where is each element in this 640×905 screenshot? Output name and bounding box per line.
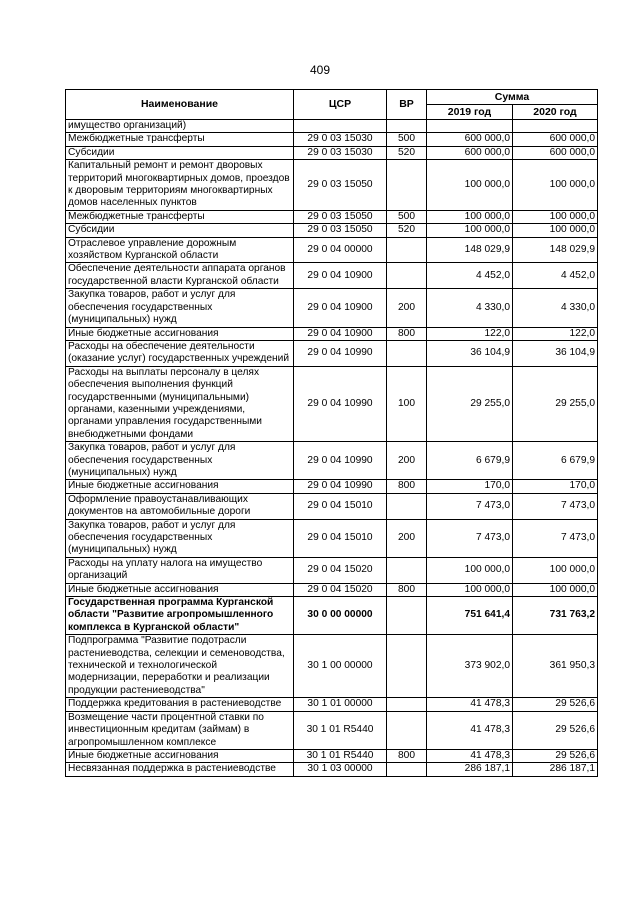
row-name-cell: Расходы на обеспечение деятельности (оказание услуг) государственных учреждений [66, 340, 294, 366]
row-name-cell: Межбюджетные трансферты [66, 210, 294, 223]
row-2020-cell: 100 000,0 [513, 210, 598, 223]
header-vr: ВР [387, 90, 427, 120]
table-row [66, 583, 598, 596]
row-vr-cell: 520 [387, 224, 427, 237]
row-vr-cell [387, 698, 427, 711]
row-name-cell: Иные бюджетные ассигнования [66, 749, 294, 762]
row-csr-cell: 29 0 04 00000 [294, 237, 387, 263]
row-name-cell: Возмещение части процентной ставки по инвестиционным кредитам (займам) в агропромышленном комплексе [66, 711, 294, 749]
row-name-cell: Иные бюджетные ассигнования [66, 327, 294, 340]
row-vr-cell [387, 160, 427, 211]
table-row [66, 519, 598, 557]
row-vr-cell [387, 237, 427, 263]
row-vr-cell: 800 [387, 749, 427, 762]
row-csr-cell: 29 0 03 15030 [294, 146, 387, 159]
row-2019-cell: 170,0 [427, 480, 513, 493]
row-2019-cell [427, 120, 513, 133]
row-2020-cell: 36 104,9 [513, 340, 598, 366]
row-name-cell: Иные бюджетные ассигнования [66, 480, 294, 493]
table-row [66, 210, 598, 223]
row-2019-cell: 4 452,0 [427, 263, 513, 289]
header-csr: ЦСР [294, 90, 387, 120]
row-2019-cell: 100 000,0 [427, 160, 513, 211]
table-row [66, 749, 598, 762]
row-2019-cell: 7 473,0 [427, 519, 513, 557]
row-csr-cell: 29 0 03 15050 [294, 160, 387, 211]
table-row [66, 120, 598, 133]
row-csr-cell: 29 0 04 10900 [294, 327, 387, 340]
row-2020-cell: 148 029,9 [513, 237, 598, 263]
table-row [66, 480, 598, 493]
row-vr-cell [387, 597, 427, 635]
row-2019-cell: 100 000,0 [427, 224, 513, 237]
row-csr-cell: 29 0 04 10900 [294, 263, 387, 289]
table-row [66, 763, 598, 776]
row-2020-cell: 170,0 [513, 480, 598, 493]
row-name-cell: Иные бюджетные ассигнования [66, 583, 294, 596]
row-vr-cell [387, 120, 427, 133]
table-row [66, 711, 598, 749]
row-2020-cell: 286 187,1 [513, 763, 598, 776]
row-name-cell: Подпрограмма "Развитие подотрасли растениеводства, селекции и семеноводства, технической и технологической модернизации, переработки и реализации продукции растениеводства" [66, 635, 294, 698]
table-row [66, 635, 598, 698]
table-row [66, 366, 598, 441]
row-2019-cell: 600 000,0 [427, 133, 513, 146]
table-body [66, 120, 598, 777]
table-row [66, 160, 598, 211]
row-name-cell: Межбюджетные трансферты [66, 133, 294, 146]
table-row [66, 237, 598, 263]
row-name-cell: Расходы на уплату налога на имущество организаций [66, 557, 294, 583]
row-2019-cell: 7 473,0 [427, 493, 513, 519]
row-csr-cell: 29 0 03 15050 [294, 224, 387, 237]
row-vr-cell [387, 493, 427, 519]
row-2019-cell: 100 000,0 [427, 210, 513, 223]
table-row [66, 442, 598, 480]
row-vr-cell [387, 711, 427, 749]
row-csr-cell: 30 1 01 R5440 [294, 711, 387, 749]
budget-table [65, 89, 598, 777]
row-vr-cell: 500 [387, 210, 427, 223]
row-csr-cell: 30 1 03 00000 [294, 763, 387, 776]
row-vr-cell [387, 635, 427, 698]
row-name-cell: Субсидии [66, 146, 294, 159]
row-2020-cell: 600 000,0 [513, 146, 598, 159]
row-2020-cell: 7 473,0 [513, 519, 598, 557]
row-2019-cell: 4 330,0 [427, 289, 513, 327]
table-row [66, 146, 598, 159]
row-name-cell: Несвязанная поддержка в растениеводстве [66, 763, 294, 776]
row-2020-cell: 4 452,0 [513, 263, 598, 289]
row-csr-cell: 29 0 04 15020 [294, 557, 387, 583]
row-2019-cell: 148 029,9 [427, 237, 513, 263]
row-2020-cell: 4 330,0 [513, 289, 598, 327]
row-csr-cell: 30 1 01 R5440 [294, 749, 387, 762]
row-vr-cell: 200 [387, 519, 427, 557]
row-2020-cell: 122,0 [513, 327, 598, 340]
table-row [66, 289, 598, 327]
row-2020-cell: 29 526,6 [513, 698, 598, 711]
row-name-cell: Государственная программа Курганской области "Развитие агропромышленного комплекса в Курганской области" [66, 597, 294, 635]
row-2020-cell [513, 120, 598, 133]
row-2019-cell: 41 478,3 [427, 711, 513, 749]
table-row [66, 340, 598, 366]
row-vr-cell: 200 [387, 289, 427, 327]
row-2020-cell: 100 000,0 [513, 160, 598, 211]
header-year-2019: 2019 год [427, 105, 513, 120]
row-csr-cell [294, 120, 387, 133]
row-name-cell: Закупка товаров, работ и услуг для обеспечения государственных (муниципальных) нужд [66, 519, 294, 557]
row-csr-cell: 29 0 04 15010 [294, 493, 387, 519]
row-2019-cell: 6 679,9 [427, 442, 513, 480]
row-vr-cell [387, 340, 427, 366]
row-name-cell: Капитальный ремонт и ремонт дворовых территорий многоквартирных домов, проездов к дворовым территориям многоквартирных домов населенных пунктов [66, 160, 294, 211]
row-2019-cell: 29 255,0 [427, 366, 513, 441]
row-vr-cell [387, 763, 427, 776]
row-2020-cell: 100 000,0 [513, 583, 598, 596]
row-name-cell: имущество организаций) [66, 120, 294, 133]
header-sum: Сумма [427, 90, 598, 105]
row-name-cell: Поддержка кредитования в растениеводстве [66, 698, 294, 711]
row-csr-cell: 29 0 04 15020 [294, 583, 387, 596]
row-2020-cell: 7 473,0 [513, 493, 598, 519]
row-csr-cell: 29 0 03 15050 [294, 210, 387, 223]
row-name-cell: Закупка товаров, работ и услуг для обеспечения государственных (муниципальных) нужд [66, 442, 294, 480]
row-2019-cell: 122,0 [427, 327, 513, 340]
header-year-2020: 2020 год [513, 105, 598, 120]
row-name-cell: Отраслевое управление дорожным хозяйством Курганской области [66, 237, 294, 263]
row-csr-cell: 29 0 03 15030 [294, 133, 387, 146]
row-2019-cell: 41 478,3 [427, 698, 513, 711]
row-csr-cell: 29 0 04 10990 [294, 340, 387, 366]
table-row [66, 493, 598, 519]
row-2020-cell: 100 000,0 [513, 557, 598, 583]
row-csr-cell: 29 0 04 10990 [294, 442, 387, 480]
row-vr-cell [387, 263, 427, 289]
row-name-cell: Субсидии [66, 224, 294, 237]
header-name: Наименование [66, 90, 294, 120]
table-row [66, 263, 598, 289]
row-2019-cell: 100 000,0 [427, 557, 513, 583]
row-2019-cell: 373 902,0 [427, 635, 513, 698]
page-number: 409 [309, 63, 331, 77]
row-2019-cell: 100 000,0 [427, 583, 513, 596]
row-csr-cell: 29 0 04 10900 [294, 289, 387, 327]
row-vr-cell: 500 [387, 133, 427, 146]
row-csr-cell: 29 0 04 15010 [294, 519, 387, 557]
row-2019-cell: 751 641,4 [427, 597, 513, 635]
row-csr-cell: 30 1 01 00000 [294, 698, 387, 711]
row-2020-cell: 29 526,6 [513, 711, 598, 749]
row-vr-cell: 200 [387, 442, 427, 480]
row-vr-cell: 800 [387, 583, 427, 596]
row-2020-cell: 600 000,0 [513, 133, 598, 146]
table-row [66, 224, 598, 237]
row-vr-cell: 800 [387, 480, 427, 493]
row-2020-cell: 29 255,0 [513, 366, 598, 441]
row-2020-cell: 731 763,2 [513, 597, 598, 635]
table-row [66, 557, 598, 583]
row-csr-cell: 29 0 04 10990 [294, 480, 387, 493]
table-row [66, 597, 598, 635]
row-2020-cell: 100 000,0 [513, 224, 598, 237]
row-csr-cell: 29 0 04 10990 [294, 366, 387, 441]
row-vr-cell [387, 557, 427, 583]
table-row [66, 133, 598, 146]
row-vr-cell: 100 [387, 366, 427, 441]
row-2019-cell: 41 478,3 [427, 749, 513, 762]
row-2019-cell: 36 104,9 [427, 340, 513, 366]
row-name-cell: Расходы на выплаты персоналу в целях обеспечения выполнения функций государственными (муниципальными) органами, казенными учреждениями, органами управления государственными внебюджетными фондами [66, 366, 294, 441]
row-2020-cell: 6 679,9 [513, 442, 598, 480]
row-name-cell: Обеспечение деятельности аппарата органов государственной власти Курганской области [66, 263, 294, 289]
row-csr-cell: 30 1 00 00000 [294, 635, 387, 698]
row-2020-cell: 361 950,3 [513, 635, 598, 698]
row-vr-cell: 800 [387, 327, 427, 340]
row-2019-cell: 600 000,0 [427, 146, 513, 159]
row-csr-cell: 30 0 00 00000 [294, 597, 387, 635]
row-vr-cell: 520 [387, 146, 427, 159]
row-name-cell: Закупка товаров, работ и услуг для обеспечения государственных (муниципальных) нужд [66, 289, 294, 327]
table-row [66, 698, 598, 711]
table-row [66, 327, 598, 340]
row-2020-cell: 29 526,6 [513, 749, 598, 762]
row-2019-cell: 286 187,1 [427, 763, 513, 776]
row-name-cell: Оформление правоустанавливающих документов на автомобильные дороги [66, 493, 294, 519]
